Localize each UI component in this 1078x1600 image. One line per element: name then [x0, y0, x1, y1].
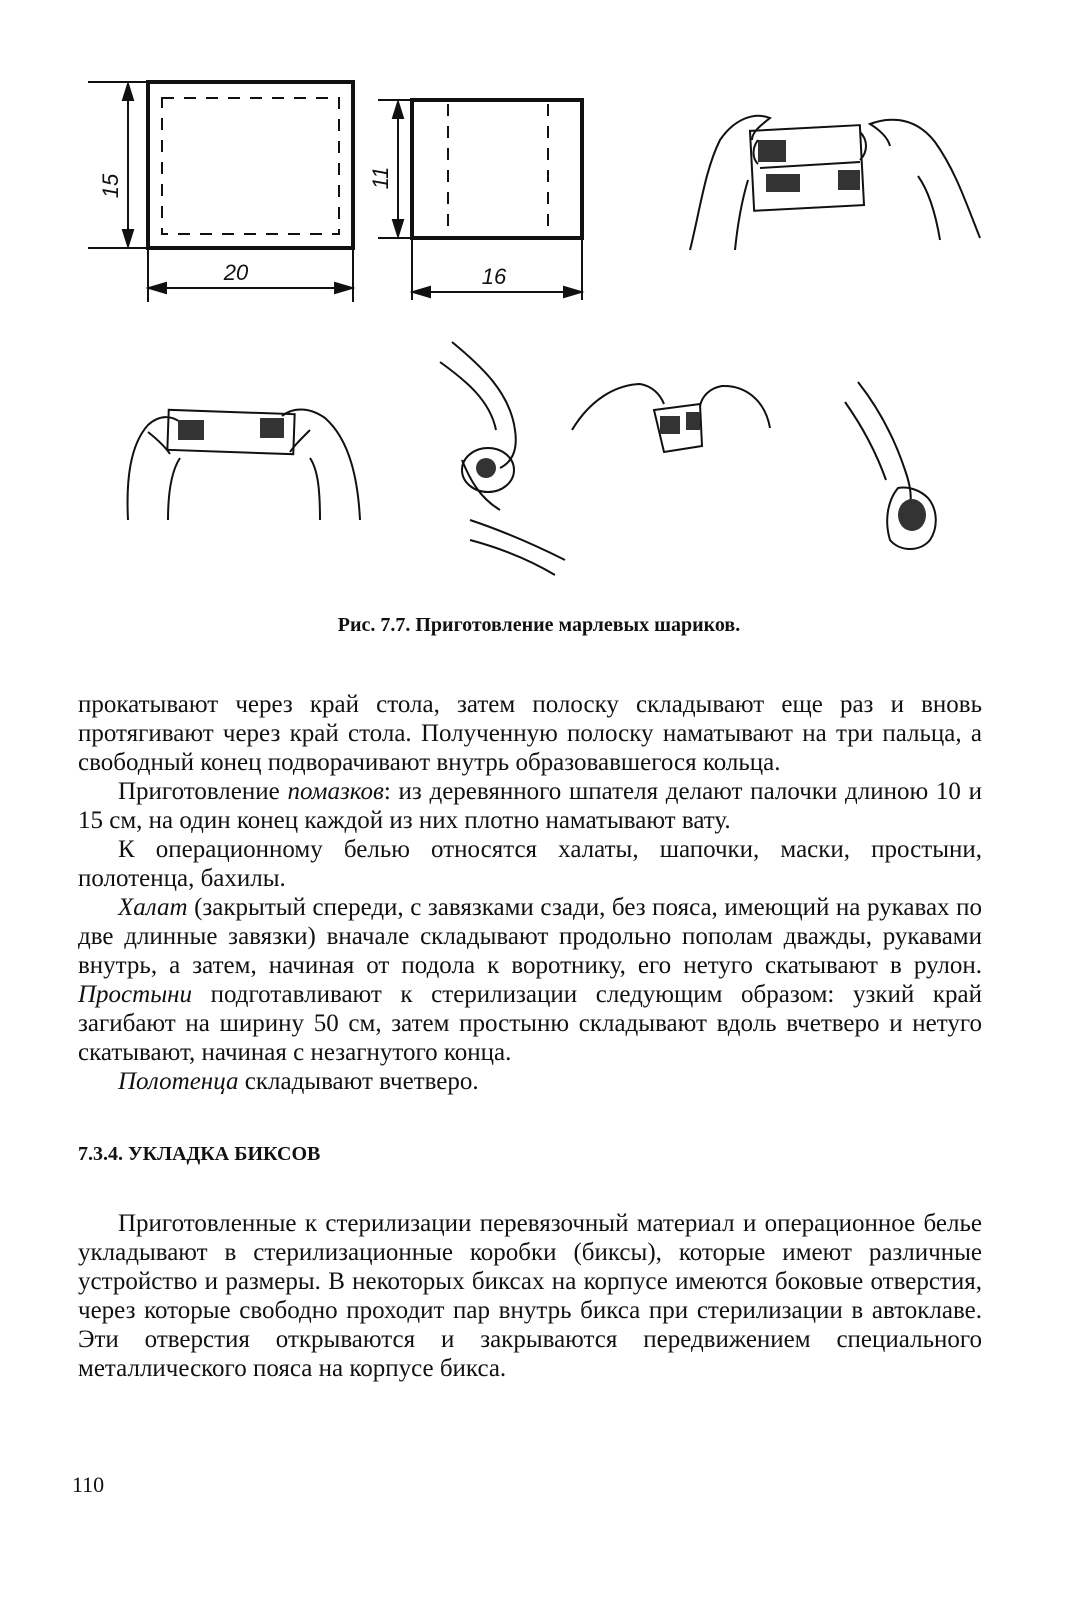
p2-text-b: : из деревянного шпателя делают палочки длиною 10 и 15 см, на один конец каждой из них плотно наматывают вату. [78, 778, 983, 834]
hands-ball-illustration [572, 384, 770, 452]
p2-text-a: Приготовление [118, 778, 288, 805]
p4-text-b: подготавливают к стерилизации следующим образом: узкий край загибают на ширину 50 см, затем простыню складывают вдоль вчетверо и нетуго скатывают, начиная с незагнутого конца. [78, 981, 982, 1066]
paragraph-3: К операционному белью относятся халаты, шапочки, маски, простыни, полотенца, бахилы. [78, 836, 982, 892]
hand-finished-ball-illustration [845, 382, 936, 549]
rect-diagram-16x11 [378, 100, 582, 300]
dim-right-width: 16 [481, 264, 507, 289]
figure-drawing [0, 0, 1078, 620]
body-text [78, 690, 982, 1383]
dim-left-width: 20 [223, 260, 249, 285]
hands-folding-illustration [690, 116, 980, 250]
p5-emphasis: Полотенца [118, 1068, 239, 1095]
hands-strip-illustration [128, 410, 360, 521]
p4-text-a: (закрытый спереди, с завязками сзади, без пояса, имеющий на рукавах по две длинные завязки) вначале складывают продольно пополам дважды, рукавами внутрь, а затем, начиная от подола к воротнику, его нетуго скатывают в рулон. [78, 894, 982, 979]
dim-right-height: 11 [368, 166, 393, 190]
paragraph-5 [78, 1067, 982, 1096]
paragraph-1: прокатывают через край стола, затем полоску складывают еще раз и вновь протягивают через край стола. Полученную полоску наматывают на три пальца, а свободный конец подворачивают внутрь образовавшегося кольца. [78, 691, 982, 776]
square-diagram-20x15 [88, 82, 353, 302]
page-number: 110 [72, 1472, 105, 1497]
paragraph-6: Приготовленные к стерилизации перевязочный материал и операционное белье укладывают в стерилизационные коробки (биксы), которые имеют различные устройство и размеры. В некоторых биксах на корпусе имеются боковые отверстия, через которые свободно проходит пар внутрь бикса при стерилизации в автоклаве. Эти отверстия открываются и закрываются передвижением специального металлического пояса на корпусе бикса. [78, 1210, 982, 1382]
p4-emphasis-2: Простыни [78, 981, 193, 1008]
paragraph-4 [78, 893, 982, 1067]
figure-gauze-balls [0, 0, 1078, 620]
p2-emphasis: помазков [287, 778, 384, 805]
section-heading: 7.3.4. УКЛАДКА БИКСОВ [78, 1143, 321, 1165]
p5-text-a: складывают вчетверо. [238, 1068, 479, 1095]
paragraph-2 [78, 777, 982, 835]
dim-left-height: 15 [98, 173, 123, 199]
figure-caption: Рис. 7.7. Приготовление марлевых шариков. [337, 614, 741, 636]
hands-rolling-illustration [440, 342, 565, 575]
p4-emphasis-1: Халат [118, 894, 188, 921]
